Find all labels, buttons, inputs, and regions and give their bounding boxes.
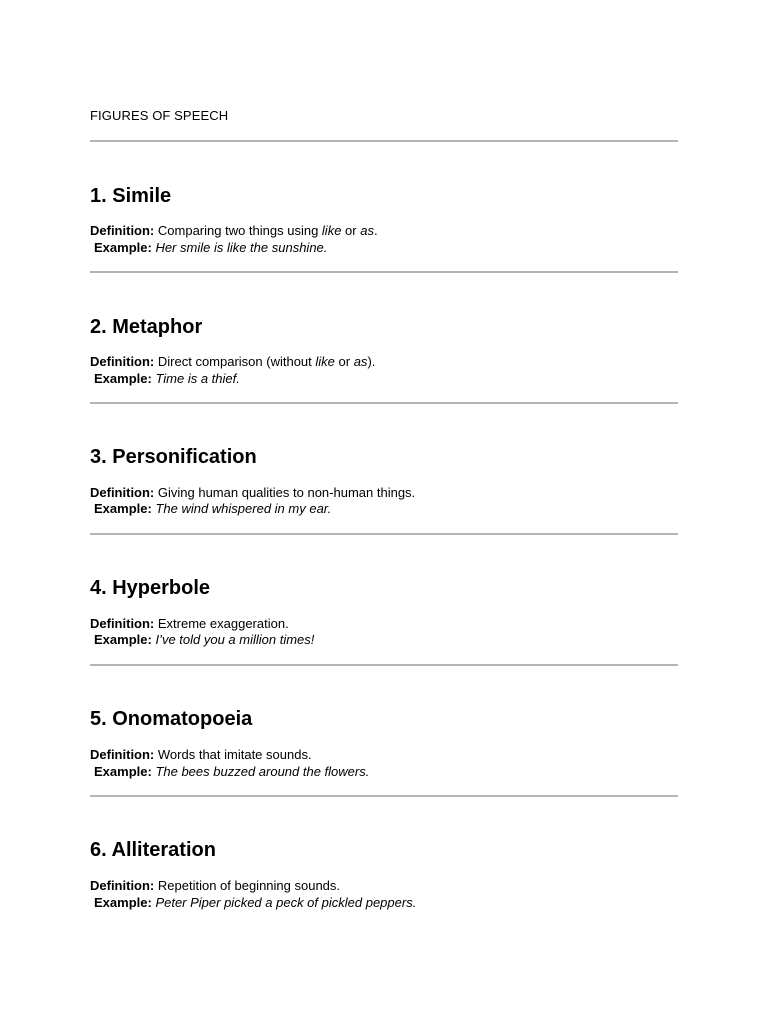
- example-text: Time is a thief.: [155, 371, 240, 386]
- example-label: Example:: [94, 501, 152, 516]
- example-label: Example:: [94, 371, 152, 386]
- example-text: Her smile is like the sunshine.: [155, 240, 328, 255]
- example-line-personification: [90, 501, 331, 517]
- definition-text: Giving human qualities to non-human things.: [157, 485, 416, 500]
- definition-text: Words that imitate sounds.: [157, 747, 312, 762]
- definition-line-onomatopoeia: [90, 747, 312, 763]
- example-text: I’ve told you a million times!: [155, 632, 315, 647]
- divider: [90, 402, 678, 404]
- definition-text: Comparing two things using like or as.: [157, 223, 378, 238]
- example-line-alliteration: [90, 895, 416, 911]
- example-label: Example:: [94, 764, 152, 779]
- document-title: FIGURES OF SPEECH: [90, 108, 229, 123]
- example-line-metaphor: [90, 371, 240, 387]
- example-text: The wind whispered in my ear.: [155, 501, 332, 516]
- example-line-onomatopoeia: [90, 764, 369, 780]
- definition-line-hyperbole: [90, 616, 289, 632]
- example-label: Example:: [94, 632, 152, 647]
- definition-line-simile: [90, 223, 378, 239]
- definition-label: Definition:: [90, 616, 155, 631]
- definition-label: Definition:: [90, 354, 155, 369]
- definition-label: Definition:: [90, 223, 155, 238]
- example-text: Peter Piper picked a peck of pickled peppers.: [155, 895, 417, 910]
- definition-label: Definition:: [90, 747, 155, 762]
- example-line-simile: [90, 240, 327, 256]
- section-heading-metaphor: 2. Metaphor: [90, 316, 203, 338]
- section-heading-hyperbole: 4. Hyperbole: [90, 577, 211, 599]
- divider: [90, 533, 678, 535]
- section-heading-personification: 3. Personification: [90, 446, 257, 468]
- example-text: The bees buzzed around the flowers.: [155, 764, 370, 779]
- example-line-hyperbole: [90, 632, 314, 648]
- definition-text: Extreme exaggeration.: [157, 616, 289, 631]
- definition-text: Direct comparison (without like or as).: [157, 354, 376, 369]
- definition-label: Definition:: [90, 485, 155, 500]
- definition-line-alliteration: [90, 878, 340, 894]
- divider: [90, 140, 678, 142]
- section-heading-alliteration: 6. Alliteration: [90, 839, 216, 861]
- definition-line-personification: [90, 485, 415, 501]
- definition-label: Definition:: [90, 878, 155, 893]
- example-label: Example:: [94, 895, 152, 910]
- example-label: Example:: [94, 240, 152, 255]
- definition-line-metaphor: [90, 354, 375, 370]
- divider: [90, 664, 678, 666]
- section-heading-simile: 1. Simile: [90, 185, 172, 207]
- divider: [90, 795, 678, 797]
- section-heading-onomatopoeia: 5. Onomatopoeia: [90, 708, 253, 730]
- divider: [90, 271, 678, 273]
- definition-text: Repetition of beginning sounds.: [157, 878, 341, 893]
